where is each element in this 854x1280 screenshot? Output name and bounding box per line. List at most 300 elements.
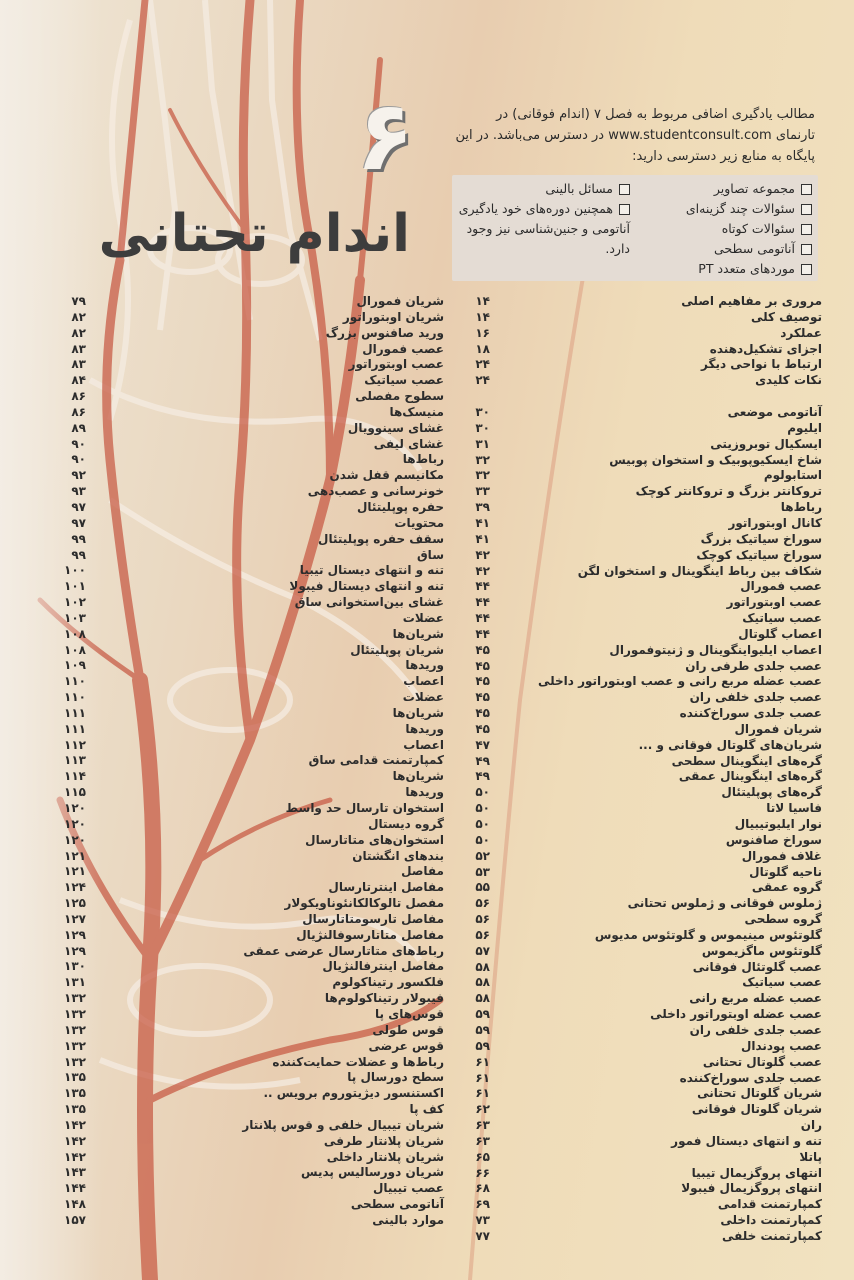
toc-entry-page: ۴۵ bbox=[475, 690, 490, 705]
toc-entry-page: ۵۰ bbox=[475, 832, 490, 847]
toc-entry-page: ۳۲ bbox=[475, 468, 490, 483]
toc-entry bbox=[462, 769, 822, 785]
toc-entry-title: سطوح مفصلی bbox=[355, 389, 444, 404]
toc-entry-page: ۴۱ bbox=[475, 531, 490, 546]
toc-entry bbox=[44, 563, 444, 579]
toc-entry bbox=[462, 865, 822, 881]
toc-entry-page: ۶۶ bbox=[475, 1165, 490, 1180]
toc-entry-title: اعصاب گلوتال bbox=[738, 626, 822, 641]
toc-entry-page: ۱۴۲ bbox=[64, 1117, 86, 1132]
toc-entry-page: ۱۲۴ bbox=[64, 880, 86, 895]
toc-entry bbox=[462, 849, 822, 865]
toc-entry-title: گلوتئوس ماگزیموس bbox=[701, 943, 822, 958]
toc-entry-title: استابولوم bbox=[763, 468, 822, 483]
toc-entry-page: ۱۳۵ bbox=[64, 1086, 86, 1101]
toc-entry-title: شاخ ایسکیوپوبیک و استخوان پوبیس bbox=[609, 452, 822, 467]
toc-entry-page: ۴۷ bbox=[475, 737, 490, 752]
toc-entry-title: اعصاب ایلیواینگوینال و ژنیتوفمورال bbox=[609, 642, 822, 657]
toc-entry-page: ۸۶ bbox=[71, 389, 86, 404]
toc-entry-title: تروکانتر بزرگ و تروکانتر کوچک bbox=[635, 484, 822, 499]
toc-entry-title: سوراخ سیاتیک کوچک bbox=[696, 547, 822, 562]
toc-entry-title: استخوان‌های متاتارسال bbox=[305, 832, 444, 847]
toc-entry bbox=[462, 294, 822, 310]
toc-entry bbox=[462, 500, 822, 516]
chapter-number: ۶ bbox=[355, 80, 415, 192]
toc-entry-page: ۶۵ bbox=[475, 1149, 490, 1164]
toc-entry-page: ۱۳۰ bbox=[64, 959, 86, 974]
toc-entry-page: ۱۳۲ bbox=[64, 1038, 86, 1053]
toc-entry-title: شریان‌ها bbox=[392, 626, 444, 641]
toc-entry bbox=[462, 738, 822, 754]
toc-entry-title: پاتلا bbox=[799, 1149, 822, 1164]
toc-entry bbox=[44, 864, 444, 880]
toc-entry-page: ۱۲۰ bbox=[64, 801, 86, 815]
toc-entry bbox=[44, 627, 444, 643]
toc-entry-title: گره‌های پوپلیتئال bbox=[721, 785, 822, 800]
toc-entry-title: تنه و انتهای دیستال فمور bbox=[671, 1133, 822, 1148]
checkbox-icon bbox=[801, 184, 812, 195]
toc-entry-page: ۴۵ bbox=[475, 674, 490, 689]
toc-entry-page: ۱۲۱ bbox=[64, 848, 86, 863]
toc-entry-title: شریان‌ها bbox=[392, 769, 444, 784]
toc-entry-page: ۱۱۴ bbox=[64, 769, 86, 784]
toc-entry bbox=[462, 1102, 822, 1118]
toc-entry-title: غشای سینوویال bbox=[347, 420, 444, 435]
toc-entry-title: عصب جلدی سوراخ‌کننده bbox=[679, 1070, 822, 1085]
toc-entry-title: عصب گلوتئال فوقانی bbox=[692, 959, 822, 974]
toc-entry bbox=[44, 294, 444, 310]
resources-box bbox=[452, 175, 818, 281]
toc-entry-page: ۱۰۸ bbox=[64, 626, 86, 641]
toc-entry-title: استخوان تارسال حد واسط bbox=[285, 801, 444, 815]
toc-entry-page: ۵۵ bbox=[475, 880, 490, 895]
toc-entry bbox=[44, 579, 444, 595]
toc-entry bbox=[44, 1197, 444, 1213]
toc-entry bbox=[462, 991, 822, 1007]
toc-entry bbox=[44, 516, 444, 532]
toc-entry-page: ۴۴ bbox=[475, 611, 490, 626]
toc-entry-page: ۱۲۵ bbox=[64, 896, 86, 911]
toc-entry bbox=[462, 1118, 822, 1134]
toc-entry bbox=[462, 1197, 822, 1213]
toc-entry bbox=[462, 722, 822, 738]
toc-entry bbox=[44, 849, 444, 865]
toc-entry bbox=[44, 833, 444, 849]
toc-entry bbox=[462, 595, 822, 611]
toc-entry-title: کمپارتمنت داخلی bbox=[720, 1213, 822, 1228]
toc-entry-page: ۵۰ bbox=[475, 801, 490, 816]
toc-entry-page: ۵۰ bbox=[475, 817, 490, 831]
resources-left-column bbox=[458, 179, 630, 259]
toc-entry bbox=[462, 1055, 822, 1071]
checkbox-icon bbox=[619, 184, 630, 195]
toc-entry-title: مفصل تالوکالکانئوناویکولار bbox=[284, 896, 444, 911]
toc-entry-page: ۱۳۵ bbox=[64, 1102, 86, 1117]
toc-entry bbox=[44, 690, 444, 706]
toc-entry bbox=[462, 880, 822, 896]
toc-entry-title: کمپارتمنت خلفی bbox=[722, 1228, 822, 1243]
toc-entry bbox=[462, 405, 822, 421]
toc-entry-title: عصب عضله مربع رانی و عصب اوبتوراتور داخلی bbox=[537, 674, 822, 689]
toc-entry-page: ۹۰ bbox=[71, 436, 86, 451]
toc-entry bbox=[462, 801, 822, 817]
toc-entry bbox=[44, 500, 444, 516]
toc-entry bbox=[44, 928, 444, 944]
toc-entry-title: ساق bbox=[416, 547, 444, 562]
checkbox-icon bbox=[801, 224, 812, 235]
toc-entry bbox=[462, 1166, 822, 1182]
toc-entry-title: شریان فمورال bbox=[356, 294, 444, 308]
toc-entry bbox=[44, 1023, 444, 1039]
toc-entry-page: ۶۸ bbox=[475, 1181, 490, 1196]
toc-entry-page: ۵۸ bbox=[475, 991, 490, 1006]
toc-entry bbox=[44, 817, 444, 833]
toc-entry-title: ران bbox=[800, 1118, 822, 1133]
toc-entry bbox=[44, 1181, 444, 1197]
toc-entry-page: ۹۲ bbox=[71, 468, 86, 483]
toc-entry-page: ۶۹ bbox=[475, 1197, 490, 1212]
toc-entry bbox=[462, 754, 822, 770]
toc-entry bbox=[44, 801, 444, 817]
toc-entry bbox=[44, 1102, 444, 1118]
resource-item: آناتومی سطحی bbox=[642, 239, 812, 259]
toc-entry-title: وریدها bbox=[405, 721, 444, 736]
resource-item: مجموعه تصاویر bbox=[642, 179, 812, 199]
toc-entry bbox=[462, 516, 822, 532]
toc-entry-title: گلوتئوس مینیموس و گلوتئوس مدیوس bbox=[594, 927, 822, 942]
toc-entry bbox=[44, 1150, 444, 1166]
toc-entry bbox=[462, 564, 822, 580]
toc-entry-page: ۶۱ bbox=[475, 1070, 490, 1085]
toc-entry-title: شریان پلانتار داخلی bbox=[326, 1149, 444, 1164]
toc-entry bbox=[462, 1150, 822, 1166]
toc-entry-page: ۴۵ bbox=[475, 721, 490, 736]
toc-entry-page: ۱۴۲ bbox=[64, 1149, 86, 1164]
toc-entry-title: فلکسور رتیناکولوم bbox=[332, 975, 444, 990]
toc-entry-page: ۱۳۲ bbox=[64, 1022, 86, 1037]
toc-entry bbox=[462, 896, 822, 912]
toc-entry-title: آناتومی سطحی bbox=[350, 1197, 444, 1212]
toc-entry-title: عصب اوبتوراتور bbox=[348, 357, 444, 372]
toc-entry-page: ۸۲ bbox=[71, 325, 86, 340]
toc-entry bbox=[44, 468, 444, 484]
toc-entry-page: ۵۷ bbox=[475, 943, 490, 958]
toc-entry-title: قوس‌های پا bbox=[375, 1006, 444, 1021]
toc-entry bbox=[44, 1165, 444, 1181]
toc-entry-page: ۳۱ bbox=[475, 436, 490, 451]
toc-entry-page: ۱۳۲ bbox=[64, 1006, 86, 1021]
toc-entry bbox=[44, 643, 444, 659]
toc-entry-title: عضلات bbox=[402, 690, 444, 705]
toc-entry bbox=[462, 785, 822, 801]
toc-entry-title: عضلات bbox=[402, 610, 444, 625]
toc-entry bbox=[44, 1086, 444, 1102]
toc-entry bbox=[44, 389, 444, 405]
toc-entry-page: ۷۹ bbox=[71, 294, 86, 308]
toc-entry bbox=[44, 532, 444, 548]
toc-entry bbox=[462, 1071, 822, 1087]
toc-entry-title: شریان گلوتال تحتانی bbox=[697, 1086, 822, 1101]
toc-entry bbox=[462, 1181, 822, 1197]
toc-entry bbox=[462, 627, 822, 643]
checkbox-icon bbox=[801, 204, 812, 215]
toc-entry bbox=[44, 595, 444, 611]
toc-entry-title: حفره پوپلیتئال bbox=[356, 499, 444, 514]
toc-entry bbox=[462, 453, 822, 469]
toc-entry-page: ۹۹ bbox=[71, 547, 86, 562]
checkbox-icon bbox=[801, 244, 812, 255]
toc-entry bbox=[462, 484, 822, 500]
toc-entry bbox=[44, 722, 444, 738]
toc-entry-page: ۹۳ bbox=[71, 484, 86, 499]
toc-entry-title: شریان دورسالیس پدیس bbox=[301, 1165, 444, 1180]
toc-entry-page: ۱۲۷ bbox=[64, 911, 86, 926]
toc-entry bbox=[44, 1070, 444, 1086]
toc-entry bbox=[44, 342, 444, 358]
toc-entry bbox=[462, 342, 822, 358]
toc-entry bbox=[462, 944, 822, 960]
toc-entry-page: ۲۴ bbox=[475, 357, 490, 372]
toc-entry-title: رباط‌ها bbox=[402, 452, 444, 467]
toc-entry-title: مفاصل bbox=[401, 864, 444, 879]
toc-entry bbox=[462, 1229, 822, 1245]
toc-entry bbox=[44, 880, 444, 896]
toc-entry-title: مکانیسم قفل شدن bbox=[329, 468, 444, 483]
toc-entry-title: عصب جلدی خلفی ران bbox=[689, 1022, 822, 1037]
toc-entry-title: مفاصل تارسومتاتارسال bbox=[302, 911, 444, 926]
toc-entry bbox=[462, 960, 822, 976]
toc-entry-title: عصب سیاتیک bbox=[742, 975, 822, 990]
toc-entry-title: مروری بر مفاهیم اصلی bbox=[681, 294, 822, 308]
toc-entry-title: عصب جلدی طرفی ران bbox=[685, 658, 822, 673]
toc-entry bbox=[44, 738, 444, 754]
toc-entry-title: ارتباط با نواحی دیگر bbox=[701, 357, 822, 372]
toc-entry-page: ۴۹ bbox=[475, 769, 490, 784]
toc-entry-page: ۱۱۰ bbox=[64, 690, 86, 705]
toc-entry-page: ۱۳۵ bbox=[64, 1070, 86, 1085]
toc-entry-page: ۱۱۲ bbox=[64, 737, 86, 752]
toc-entry-page: ۴۴ bbox=[475, 626, 490, 641]
toc-entry-page: ۵۲ bbox=[475, 848, 490, 863]
toc-entry-page: ۶۳ bbox=[475, 1118, 490, 1133]
toc-entry bbox=[44, 896, 444, 912]
toc-entry bbox=[462, 928, 822, 944]
toc-entry-page: ۴۵ bbox=[475, 706, 490, 721]
toc-entry-title: شریان گلوتال فوقانی bbox=[691, 1102, 822, 1117]
toc-entry-title: قوس عرضی bbox=[368, 1038, 444, 1053]
toc-entry-title: گره‌های اینگوینال عمقی bbox=[678, 769, 822, 784]
toc-entry-title: غلاف فمورال bbox=[741, 848, 822, 863]
toc-entry-title: تنه و انتهای دیستال تیبیا bbox=[299, 563, 444, 578]
toc-entry bbox=[462, 326, 822, 342]
toc-entry-page: ۶۳ bbox=[475, 1133, 490, 1148]
toc-entry-page: ۷۳ bbox=[475, 1213, 490, 1228]
toc-entry bbox=[44, 357, 444, 373]
toc-entry-page: ۵۶ bbox=[475, 912, 490, 927]
toc-entry bbox=[44, 769, 444, 785]
toc-entry-page: ۸۶ bbox=[71, 404, 86, 419]
toc-entry-title: مفاصل اینترتارسال bbox=[328, 880, 444, 895]
toc-entry-page: ۴۲ bbox=[475, 563, 490, 578]
toc-entry-page: ۸۹ bbox=[71, 420, 86, 435]
toc-entry-title: ایلیوم bbox=[787, 420, 822, 435]
toc-entry bbox=[462, 833, 822, 849]
toc-entry-title: عصب فمورال bbox=[362, 341, 444, 356]
toc-entry-page: ۵۸ bbox=[475, 975, 490, 990]
toc-entry bbox=[462, 912, 822, 928]
toc-entry bbox=[462, 817, 822, 833]
toc-entry-title: سوراخ سیاتیک بزرگ bbox=[700, 531, 822, 546]
toc-entry-title: عصب اوبتوراتور bbox=[726, 595, 822, 610]
resource-note: همچنین دوره‌های خود یادگیری آناتومی و جنین‌شناسی نیز وجود دارد. bbox=[458, 201, 630, 256]
toc-entry-page: ۱۴۸ bbox=[64, 1197, 86, 1212]
toc-entry-page: ۳۲ bbox=[475, 452, 490, 467]
toc-entry-title: شریان‌های گلوتال فوقانی و ... bbox=[638, 737, 822, 752]
toc-entry-title: شریان فمورال bbox=[734, 721, 822, 736]
toc-entry-title: گروه سطحی bbox=[744, 912, 822, 927]
toc-entry-page: ۵۳ bbox=[475, 864, 490, 879]
toc-entry bbox=[462, 1086, 822, 1102]
toc-entry bbox=[462, 1039, 822, 1055]
toc-entry-page: ۳۰ bbox=[475, 420, 490, 435]
toc-entry bbox=[44, 548, 444, 564]
toc-entry-page: ۸۲ bbox=[71, 309, 86, 324]
toc-entry-page: ۱۴۲ bbox=[64, 1133, 86, 1148]
toc-entry bbox=[44, 706, 444, 722]
toc-entry-title: عصب جلدی سوراخ‌کننده bbox=[679, 706, 822, 721]
toc-entry-page: ۵۹ bbox=[475, 1022, 490, 1037]
toc-entry-title: عصب فمورال bbox=[740, 579, 822, 594]
toc-entry-title: محتویات bbox=[394, 515, 444, 530]
toc-entry bbox=[44, 484, 444, 500]
toc-entry bbox=[44, 421, 444, 437]
toc-entry-title: غشای لیفی bbox=[373, 436, 444, 451]
toc-entry-title: عصب تیبیال bbox=[372, 1181, 444, 1196]
toc-entry-title: شکاف بین رباط اینگوینال و استخوان لگن bbox=[577, 563, 822, 578]
toc-entry-page: ۱۸ bbox=[475, 341, 490, 356]
toc-entry-title: شریان‌ها bbox=[392, 705, 444, 720]
toc-entry-page: ۵۸ bbox=[475, 959, 490, 974]
toc-entry-title: توصیف کلی bbox=[750, 309, 822, 324]
toc-entry-title: عصب پودندال bbox=[740, 1038, 822, 1053]
toc-entry bbox=[44, 326, 444, 342]
toc-entry bbox=[462, 421, 822, 437]
toc-entry-page: ۱۱۳ bbox=[64, 753, 86, 768]
toc-entry bbox=[462, 357, 822, 373]
toc-entry-title: کمپارتمنت قدامی bbox=[717, 1197, 822, 1212]
toc-entry-page: ۴۴ bbox=[475, 595, 490, 610]
toc-entry-title: خونرسانی و عصب‌دهی bbox=[307, 484, 444, 499]
toc-entry-page: ۱۳۲ bbox=[64, 1054, 86, 1069]
toc-entry-title: سطح دورسال پا bbox=[347, 1070, 444, 1085]
resource-item: موردهای متعدد PT bbox=[642, 259, 812, 279]
toc-entry-page: ۴۹ bbox=[475, 753, 490, 768]
toc-entry-page: ۱۰۰ bbox=[64, 563, 86, 578]
toc-entry bbox=[462, 643, 822, 659]
toc-entry-page: ۶۱ bbox=[475, 1054, 490, 1069]
toc-entry-title: نوار ایلیوتیبیال bbox=[734, 817, 822, 831]
toc-entry-title: شریان پوپلیتئال bbox=[350, 642, 444, 657]
toc-entry bbox=[44, 658, 444, 674]
toc-entry bbox=[44, 1007, 444, 1023]
toc-entry-page: ۷۷ bbox=[475, 1228, 490, 1243]
toc-entry-page: ۴۲ bbox=[475, 547, 490, 562]
toc-entry-title: رباط‌ها bbox=[780, 500, 822, 515]
toc-entry bbox=[44, 959, 444, 975]
toc-entry-title: کانال اوبتوراتور bbox=[728, 515, 822, 530]
toc-entry-page: ۱۳۲ bbox=[64, 991, 86, 1006]
toc-entry-page: ۴۴ bbox=[475, 579, 490, 594]
toc-entry-page: ۸۳ bbox=[71, 357, 86, 372]
toc-entry-page: ۱۲۹ bbox=[64, 943, 86, 958]
toc-entry-title: گروه عمقی bbox=[751, 880, 822, 895]
toc-entry-title: اکستنسور دیژیتوروم برویس .. bbox=[263, 1086, 444, 1101]
toc-entry bbox=[44, 944, 444, 960]
toc-entry-page: ۹۷ bbox=[71, 515, 86, 530]
resources-intro: مطالب یادگیری اضافی مربوط به فصل ۷ (اندام فوقانی) در تارنمای www.studentconsult.com در دسترس می‌باشد. در این پایگاه به منابع زیر دسترسی دارید: bbox=[455, 107, 815, 164]
toc-entry-page: ۱۰۳ bbox=[64, 610, 86, 625]
chapter-title: اندام تحتانی bbox=[98, 204, 410, 264]
toc-entry-page: ۵۹ bbox=[475, 1038, 490, 1053]
toc-entry-title: ورید صافنوس بزرگ bbox=[325, 325, 444, 340]
toc-entry bbox=[462, 437, 822, 453]
toc-entry-page: ۵۹ bbox=[475, 1007, 490, 1022]
toc-entry-title: گروه دیستال bbox=[368, 816, 444, 831]
toc-entry-title: اعصاب bbox=[403, 674, 444, 689]
toc-entry-title: مفاصل متاتارسوفالنژیال bbox=[296, 927, 444, 942]
toc-entry-page: ۶۱ bbox=[475, 1086, 490, 1101]
toc-entry bbox=[462, 690, 822, 706]
toc-entry-page: ۱۱۵ bbox=[64, 785, 86, 800]
toc-entry-title: فیبولار رتیناکولوم‌ها bbox=[324, 991, 444, 1006]
toc-entry-title: عصب گلوتال تحتانی bbox=[702, 1054, 822, 1069]
toc-entry-title: منیسک‌ها bbox=[389, 404, 444, 419]
toc-entry-page: ۹۷ bbox=[71, 499, 86, 514]
toc-entry-page: ۶۲ bbox=[475, 1102, 490, 1117]
toc-entry-title: شریان اوبتوراتور bbox=[342, 309, 444, 324]
toc-entry-title: سقف حفره پوپلیتئال bbox=[318, 531, 444, 546]
toc-entry-page: ۱۴۳ bbox=[64, 1165, 86, 1180]
toc-entry-title: قوس طولی bbox=[372, 1022, 444, 1037]
toc-entry-page: ۱۱۱ bbox=[64, 721, 86, 736]
toc-entry bbox=[462, 706, 822, 722]
toc-entry bbox=[44, 1134, 444, 1150]
toc-entry-page: ۱۳۱ bbox=[64, 975, 86, 990]
toc-entry-page: ۱۲۹ bbox=[64, 927, 86, 942]
toc-entry-page: ۳۹ bbox=[475, 500, 490, 515]
resource-item: مسائل بالینی bbox=[458, 179, 630, 199]
toc-entry bbox=[44, 1213, 444, 1229]
toc-entry-page: ۱۴۴ bbox=[64, 1181, 86, 1196]
toc-entry-page: ۱۰۱ bbox=[64, 579, 86, 594]
toc-entry-page: ۱۰۸ bbox=[64, 642, 86, 657]
toc-entry-page: ۵۰ bbox=[475, 785, 490, 800]
toc-entry-title: فاسیا لاتا bbox=[766, 801, 822, 816]
toc-entry bbox=[462, 468, 822, 484]
toc-entry-title: کمپارتمنت قدامی ساق bbox=[308, 753, 444, 768]
toc-entry bbox=[44, 674, 444, 690]
toc-entry-page: ۳۰ bbox=[475, 405, 490, 420]
toc-entry-title: عصب سیاتیک bbox=[364, 373, 444, 388]
toc-entry-page: ۳۳ bbox=[475, 484, 490, 499]
toc-entry-page: ۱۶ bbox=[475, 325, 490, 340]
checkbox-icon bbox=[619, 204, 630, 215]
toc-entry-page: ۱۲۰ bbox=[64, 832, 86, 847]
toc-entry bbox=[462, 1213, 822, 1229]
toc-entry-title: نکات کلیدی bbox=[755, 373, 822, 388]
toc-column-right bbox=[462, 294, 822, 1245]
toc-entry bbox=[44, 437, 444, 453]
